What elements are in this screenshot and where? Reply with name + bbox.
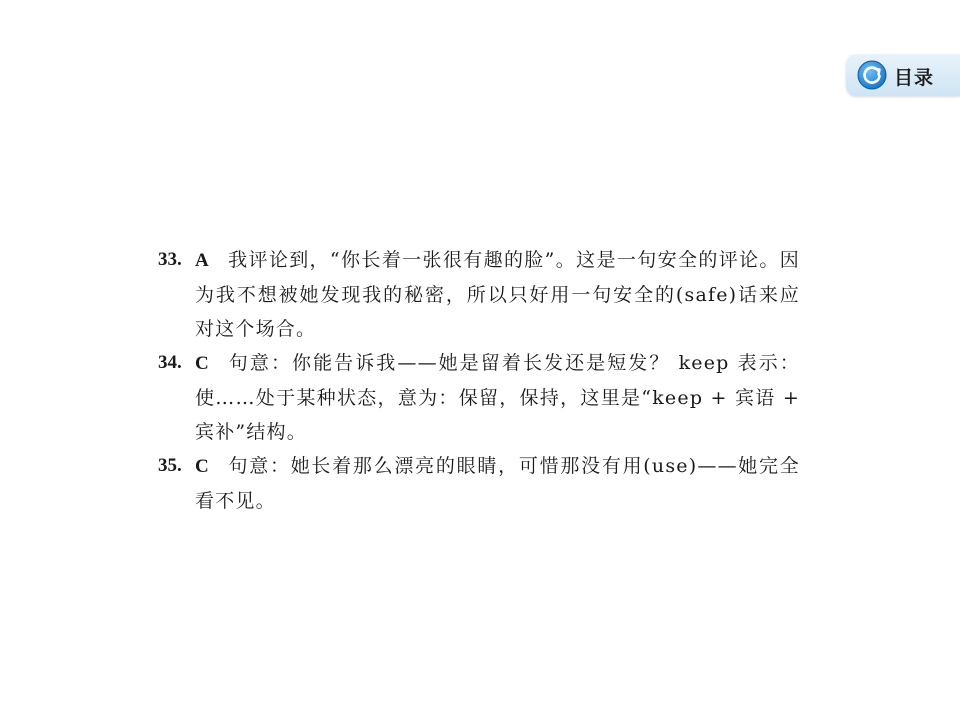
- answer-letter: C: [195, 353, 210, 374]
- answer-item-34: [158, 346, 800, 449]
- answer-number: 35.: [158, 455, 182, 476]
- answer-letter: C: [195, 456, 210, 477]
- toc-button[interactable]: [846, 54, 960, 96]
- answer-explanation: 句意：她长着那么漂亮的眼睛，可惜那没有用(use)——她完全看不见。: [195, 455, 800, 512]
- answer-letter: A: [195, 250, 210, 271]
- answer-item-35: [158, 449, 800, 518]
- answer-list: [158, 243, 800, 518]
- answer-explanation: 句意：你能告诉我——她是留着长发还是短发？ keep 表示：使……处于某种状态，意为：保留，保持，这里是“keep + 宾语 + 宾补”结构。: [195, 352, 800, 443]
- answer-item-33: [158, 243, 800, 346]
- answer-explanation: 我评论到，“你长着一张很有趣的脸”。这是一句安全的评论。因为我不想被她发现我的秘密，所以只好用一句安全的(safe)话来应对这个场合。: [195, 249, 800, 340]
- toc-label: 目录: [894, 67, 935, 89]
- answer-number: 34.: [158, 352, 182, 373]
- answer-number: 33.: [158, 249, 182, 270]
- refresh-circle-icon: [857, 60, 887, 90]
